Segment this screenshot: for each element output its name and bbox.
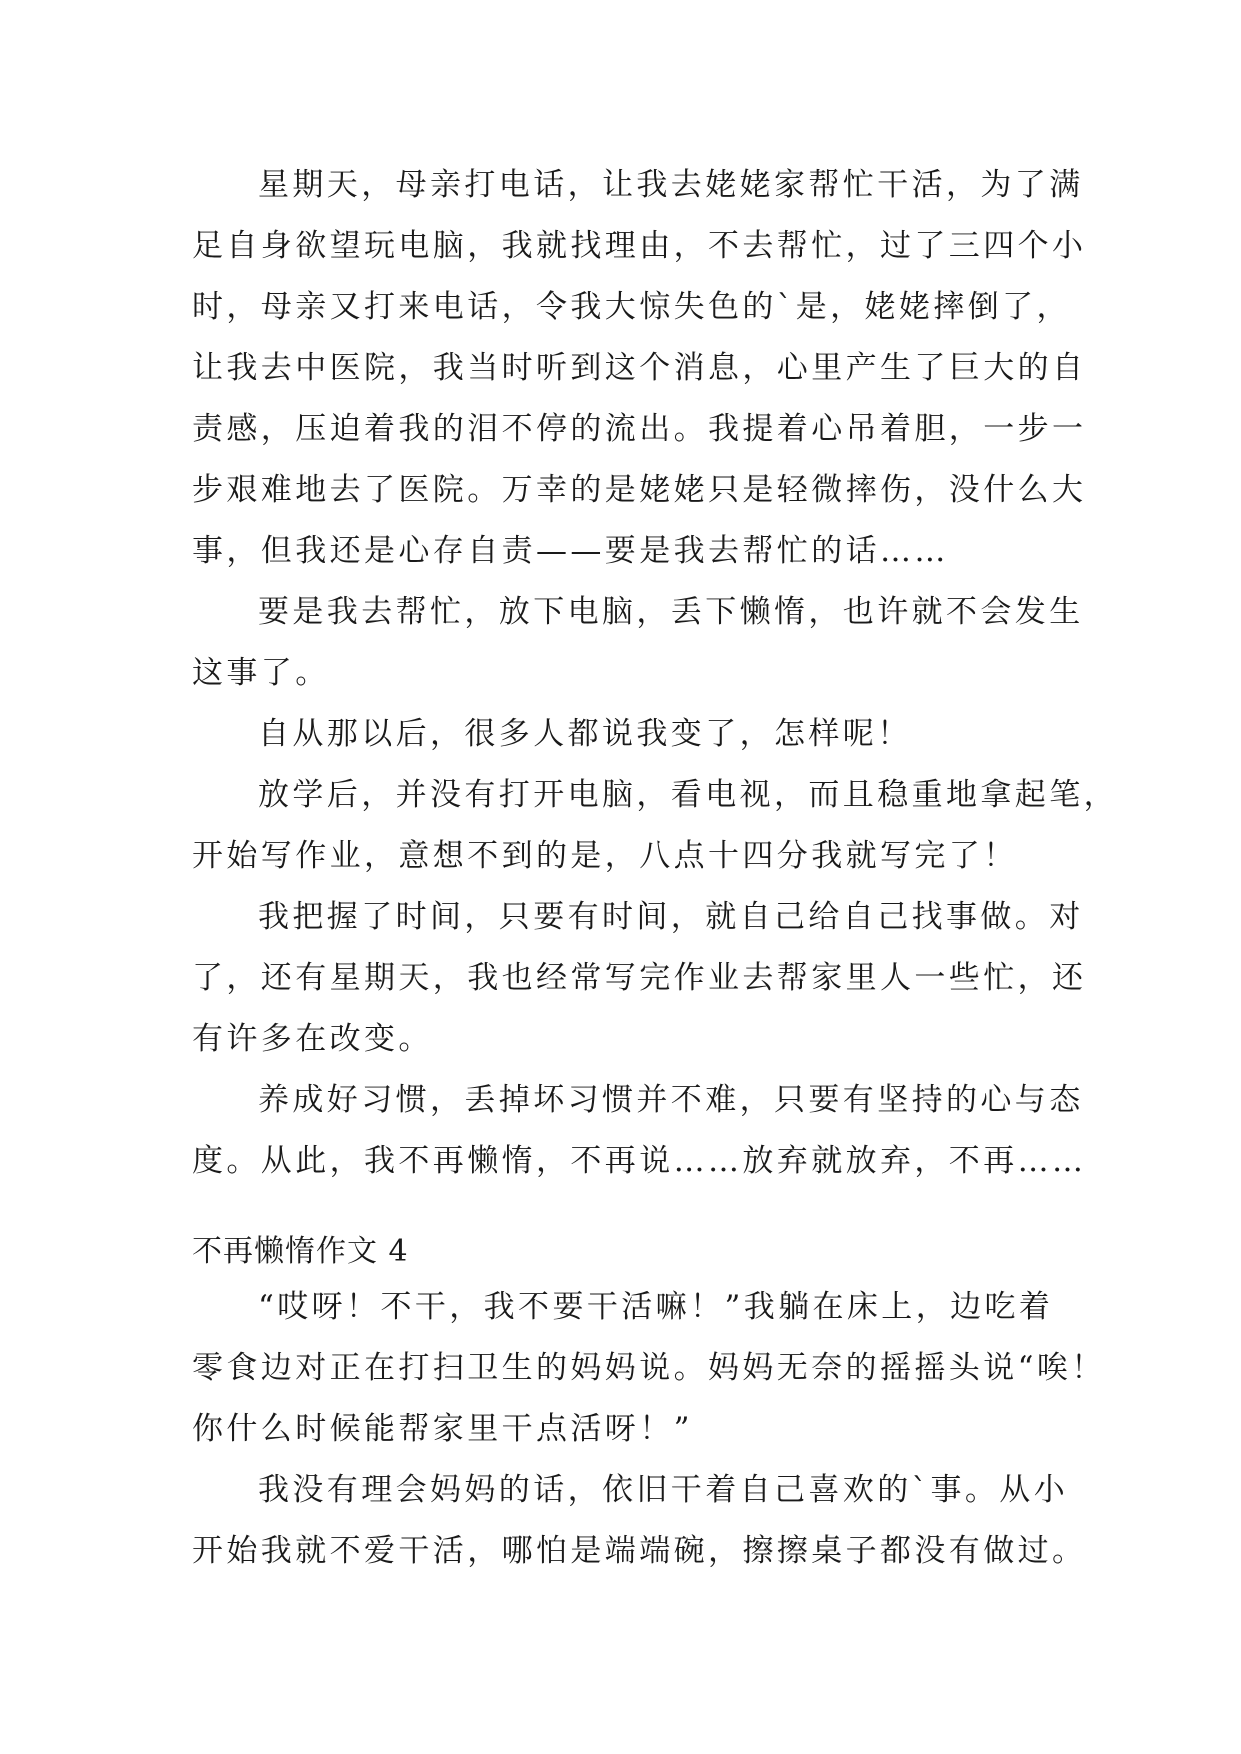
text-line: 星期天，母亲打电话，让我去姥姥家帮忙干活，为了满 bbox=[258, 167, 1084, 203]
text-line: 开始写作业，意想不到的是，八点十四分我就写完了！ bbox=[192, 838, 1018, 874]
text-line: 开始我就不爱干活，哪怕是端端碗，擦擦桌子都没有做过。 bbox=[192, 1533, 1087, 1569]
text-line: 足自身欲望玩电脑，我就找理由，不去帮忙，过了三四个小 bbox=[192, 228, 1087, 264]
text-line: 放学后，并没有打开电脑，看电视，而且稳重地拿起笔， bbox=[258, 777, 1118, 813]
text-line: 事，但我还是心存自责——要是我去帮忙的话…… bbox=[192, 533, 949, 569]
text-line: 责感，压迫着我的泪不停的流出。我提着心吊着胆，一步一 bbox=[192, 411, 1087, 447]
text-line: 我没有理会妈妈的话，依旧干着自己喜欢的`事。从小 bbox=[258, 1472, 1069, 1508]
text-line: 度。从此，我不再懒惰，不再说……放弃就放弃，不再…… bbox=[192, 1143, 1087, 1179]
text-line: 时，母亲又打来电话，令我大惊失色的`是，姥姥摔倒了， bbox=[192, 289, 1071, 325]
text-line: 养成好习惯，丢掉坏习惯并不难，只要有坚持的心与态 bbox=[258, 1082, 1084, 1118]
text-line: 这事了。 bbox=[192, 655, 330, 691]
text-line: 你什么时候能帮家里干点活呀！” bbox=[192, 1411, 693, 1447]
text-line: 步艰难地去了医院。万幸的是姥姥只是轻微摔伤，没什么大 bbox=[192, 472, 1087, 508]
text-line: 我把握了时间，只要有时间，就自己给自己找事做。对 bbox=[258, 899, 1084, 935]
text-line: 自从那以后，很多人都说我变了，怎样呢！ bbox=[258, 716, 912, 752]
section-title: 不再懒惰作文 4 bbox=[192, 1234, 409, 1269]
text-line: 让我去中医院，我当时听到这个消息，心里产生了巨大的自 bbox=[192, 350, 1087, 386]
text-line: 零食边对正在打扫卫生的妈妈说。妈妈无奈的摇摇头说“唉！ bbox=[192, 1350, 1106, 1386]
text-line: 了，还有星期天，我也经常写完作业去帮家里人一些忙，还 bbox=[192, 960, 1087, 996]
text-line: 有许多在改变。 bbox=[192, 1021, 433, 1057]
text-line: “哎呀！不干，我不要干活嘛！”我躺在床上，边吃着 bbox=[258, 1289, 1054, 1325]
text-line: 要是我去帮忙，放下电脑，丢下懒惰，也许就不会发生 bbox=[258, 594, 1084, 630]
